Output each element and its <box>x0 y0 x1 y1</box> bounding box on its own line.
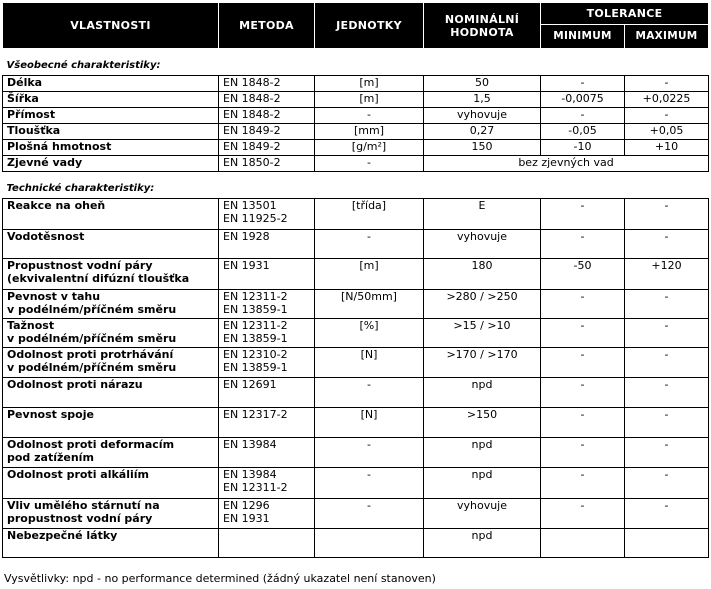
header-metoda: METODA <box>219 3 315 49</box>
general-rows <box>3 76 709 172</box>
unit-cell: [mm] <box>315 124 424 140</box>
property-name: Odolnost proti deformacím <box>7 438 175 451</box>
property-name: Pevnost v tahu <box>7 290 101 303</box>
nominal-cell: npd <box>424 468 541 499</box>
method-cell: EN 1848-2 <box>219 92 315 108</box>
nominal-cell: bez zjevných vad <box>424 156 709 172</box>
table-header <box>3 3 709 49</box>
table-row <box>3 140 709 156</box>
method-line1: EN 12317-2 <box>223 408 288 421</box>
min-cell: - <box>541 468 625 499</box>
method-line2: EN 1931 <box>223 512 270 525</box>
property-name: Nebezpečné látky <box>7 529 118 542</box>
method-cell: EN 1850-2 <box>219 156 315 172</box>
unit-cell: [třída] <box>315 199 424 230</box>
unit-cell: [N/50mm] <box>315 290 424 319</box>
nominal-cell: 180 <box>424 259 541 290</box>
property-name-line2: v podélném/příčném směru <box>7 361 177 374</box>
method-line1: EN 13501 <box>223 199 277 212</box>
nominal-cell: vyhovuje <box>424 230 541 259</box>
method-cell <box>219 499 315 529</box>
max-cell: - <box>625 199 709 230</box>
property-name-line2: propustnost vodní páry <box>7 512 153 525</box>
unit-cell: [m] <box>315 76 424 92</box>
nominal-cell: E <box>424 199 541 230</box>
unit-cell: - <box>315 378 424 408</box>
property-name: Vodotěsnost <box>7 230 85 243</box>
property-name: Odolnost proti nárazu <box>7 378 143 391</box>
header-vlastnosti: VLASTNOSTI <box>3 3 219 49</box>
property-name: Odolnost proti alkáliím <box>7 468 149 481</box>
max-cell: - <box>625 230 709 259</box>
unit-cell: [m] <box>315 259 424 290</box>
table-row <box>3 468 709 499</box>
method-cell <box>219 259 315 290</box>
table-row <box>3 259 709 290</box>
max-cell: - <box>625 408 709 438</box>
property-cell <box>3 529 219 558</box>
method-line1: EN 1931 <box>223 259 270 272</box>
header-tolerance: TOLERANCE <box>541 3 709 25</box>
property-cell <box>3 499 219 529</box>
table-row <box>3 378 709 408</box>
property-cell <box>3 348 219 378</box>
nominal-cell: >15 / >10 <box>424 319 541 348</box>
property-name: Vliv umělého stárnutí na <box>7 499 160 512</box>
unit-cell: [N] <box>315 408 424 438</box>
max-cell: +10 <box>625 140 709 156</box>
method-cell: EN 1849-2 <box>219 124 315 140</box>
header-minimum: MINIMUM <box>541 25 625 49</box>
min-cell: - <box>541 319 625 348</box>
method-line1: EN 12310-2 <box>223 348 288 361</box>
unit-cell: - <box>315 156 424 172</box>
method-cell: EN 1849-2 <box>219 140 315 156</box>
method-line2: EN 13859-1 <box>223 361 288 374</box>
method-cell <box>219 319 315 348</box>
min-cell: - <box>541 378 625 408</box>
property-name: Odolnost proti protrhávání <box>7 348 174 361</box>
property-name: Zjevné vady <box>3 156 219 172</box>
table-row <box>3 230 709 259</box>
nominal-cell: 1,5 <box>424 92 541 108</box>
property-cell <box>3 438 219 468</box>
min-cell: - <box>541 76 625 92</box>
property-name: Propustnost vodní páry <box>7 259 153 272</box>
min-cell: - <box>541 199 625 230</box>
property-name: Délka <box>3 76 219 92</box>
method-line2: EN 13859-1 <box>223 303 288 316</box>
min-cell: - <box>541 108 625 124</box>
property-name: Šířka <box>3 92 219 108</box>
nominal-cell: 150 <box>424 140 541 156</box>
method-line1: EN 12691 <box>223 378 277 391</box>
unit-cell: - <box>315 108 424 124</box>
max-cell: - <box>625 348 709 378</box>
header-maximum: MAXIMUM <box>625 25 709 49</box>
nominal-cell: npd <box>424 438 541 468</box>
method-line1: EN 13984 <box>223 438 277 451</box>
property-cell <box>3 408 219 438</box>
method-cell <box>219 378 315 408</box>
table-row <box>3 76 709 92</box>
property-name: Reakce na oheň <box>7 199 106 212</box>
table-row <box>3 124 709 140</box>
max-cell: - <box>625 76 709 92</box>
section-general-title: Všeobecné charakteristiky: <box>6 60 161 71</box>
method-cell <box>219 230 315 259</box>
method-line1: EN 13984 <box>223 468 277 481</box>
unit-cell: [%] <box>315 319 424 348</box>
min-cell: -50 <box>541 259 625 290</box>
property-name: Tažnost <box>7 319 55 332</box>
unit-cell: - <box>315 438 424 468</box>
method-line1: EN 1296 <box>223 499 270 512</box>
nominal-cell: npd <box>424 529 541 558</box>
max-cell: +120 <box>625 259 709 290</box>
method-line2: EN 12311-2 <box>223 481 288 494</box>
method-line1: EN 12311-2 <box>223 319 288 332</box>
property-cell <box>3 259 219 290</box>
unit-cell: - <box>315 499 424 529</box>
method-cell: EN 1848-2 <box>219 76 315 92</box>
max-cell: - <box>625 438 709 468</box>
max-cell <box>625 529 709 558</box>
property-name-line2: v podélném/příčném směru <box>7 303 177 316</box>
min-cell: -0,0075 <box>541 92 625 108</box>
nominal-cell: 0,27 <box>424 124 541 140</box>
table-row <box>3 319 709 348</box>
header-nominalni-hodnota <box>424 3 541 49</box>
min-cell <box>541 529 625 558</box>
section-technical-title: Technické charakteristiky: <box>6 183 155 194</box>
max-cell: +0,0225 <box>625 92 709 108</box>
min-cell: - <box>541 290 625 319</box>
min-cell: -0,05 <box>541 124 625 140</box>
property-name: Přímost <box>3 108 219 124</box>
table-row <box>3 199 709 230</box>
header-jednotky: JEDNOTKY <box>315 3 424 49</box>
header-hodnota: HODNOTA <box>450 25 514 39</box>
property-cell <box>3 468 219 499</box>
table-row <box>3 348 709 378</box>
nominal-cell: vyhovuje <box>424 108 541 124</box>
table-body <box>3 49 709 76</box>
method-line2: EN 13859-1 <box>223 332 288 345</box>
property-name-line2: pod zatížením <box>7 451 94 464</box>
property-cell <box>3 319 219 348</box>
min-cell: - <box>541 230 625 259</box>
max-cell: - <box>625 319 709 348</box>
table-row <box>3 92 709 108</box>
nominal-cell: >170 / >170 <box>424 348 541 378</box>
nominal-cell: >280 / >250 <box>424 290 541 319</box>
unit-cell: [N] <box>315 348 424 378</box>
method-cell: EN 1848-2 <box>219 108 315 124</box>
method-line1: EN 12311-2 <box>223 290 288 303</box>
method-line1: EN 1928 <box>223 230 270 243</box>
property-cell <box>3 290 219 319</box>
property-cell <box>3 378 219 408</box>
method-cell <box>219 529 315 558</box>
unit-cell: [g/m²] <box>315 140 424 156</box>
method-cell <box>219 438 315 468</box>
max-cell: - <box>625 499 709 529</box>
property-name: Tloušťka <box>3 124 219 140</box>
max-cell: - <box>625 378 709 408</box>
properties-table <box>2 2 709 558</box>
min-cell: - <box>541 499 625 529</box>
min-cell: - <box>541 408 625 438</box>
min-cell: - <box>541 438 625 468</box>
section-general-row <box>3 49 709 76</box>
section-technical-row <box>3 172 709 199</box>
property-name: Plošná hmotnost <box>3 140 219 156</box>
method-cell <box>219 408 315 438</box>
table-row <box>3 408 709 438</box>
table-row <box>3 156 709 172</box>
property-name-line2: (ekvivalentní difúzní tloušťka <box>7 272 190 285</box>
nominal-cell: >150 <box>424 408 541 438</box>
method-cell <box>219 348 315 378</box>
table-row <box>3 438 709 468</box>
technical-rows <box>3 199 709 558</box>
table-row <box>3 529 709 558</box>
property-cell <box>3 230 219 259</box>
max-cell: - <box>625 108 709 124</box>
nominal-cell: npd <box>424 378 541 408</box>
section-technical <box>3 172 709 199</box>
unit-cell: - <box>315 230 424 259</box>
property-name: Pevnost spoje <box>7 408 94 421</box>
header-nominalni: NOMINÁLNÍ <box>444 12 520 26</box>
max-cell: +0,05 <box>625 124 709 140</box>
min-cell: -10 <box>541 140 625 156</box>
min-cell: - <box>541 348 625 378</box>
legend-note: Vysvětlivky: npd - no performance determined (žádný ukazatel není stanoven) <box>4 572 436 585</box>
nominal-cell: vyhovuje <box>424 499 541 529</box>
method-cell <box>219 199 315 230</box>
method-line2: EN 11925-2 <box>223 212 288 225</box>
method-cell <box>219 468 315 499</box>
property-cell <box>3 199 219 230</box>
method-cell <box>219 290 315 319</box>
max-cell: - <box>625 468 709 499</box>
unit-cell: [m] <box>315 92 424 108</box>
table-row <box>3 499 709 529</box>
table-row <box>3 290 709 319</box>
nominal-cell: 50 <box>424 76 541 92</box>
unit-cell <box>315 529 424 558</box>
property-name-line2: v podélném/příčném směru <box>7 332 177 345</box>
unit-cell: - <box>315 468 424 499</box>
table-row <box>3 108 709 124</box>
max-cell: - <box>625 290 709 319</box>
